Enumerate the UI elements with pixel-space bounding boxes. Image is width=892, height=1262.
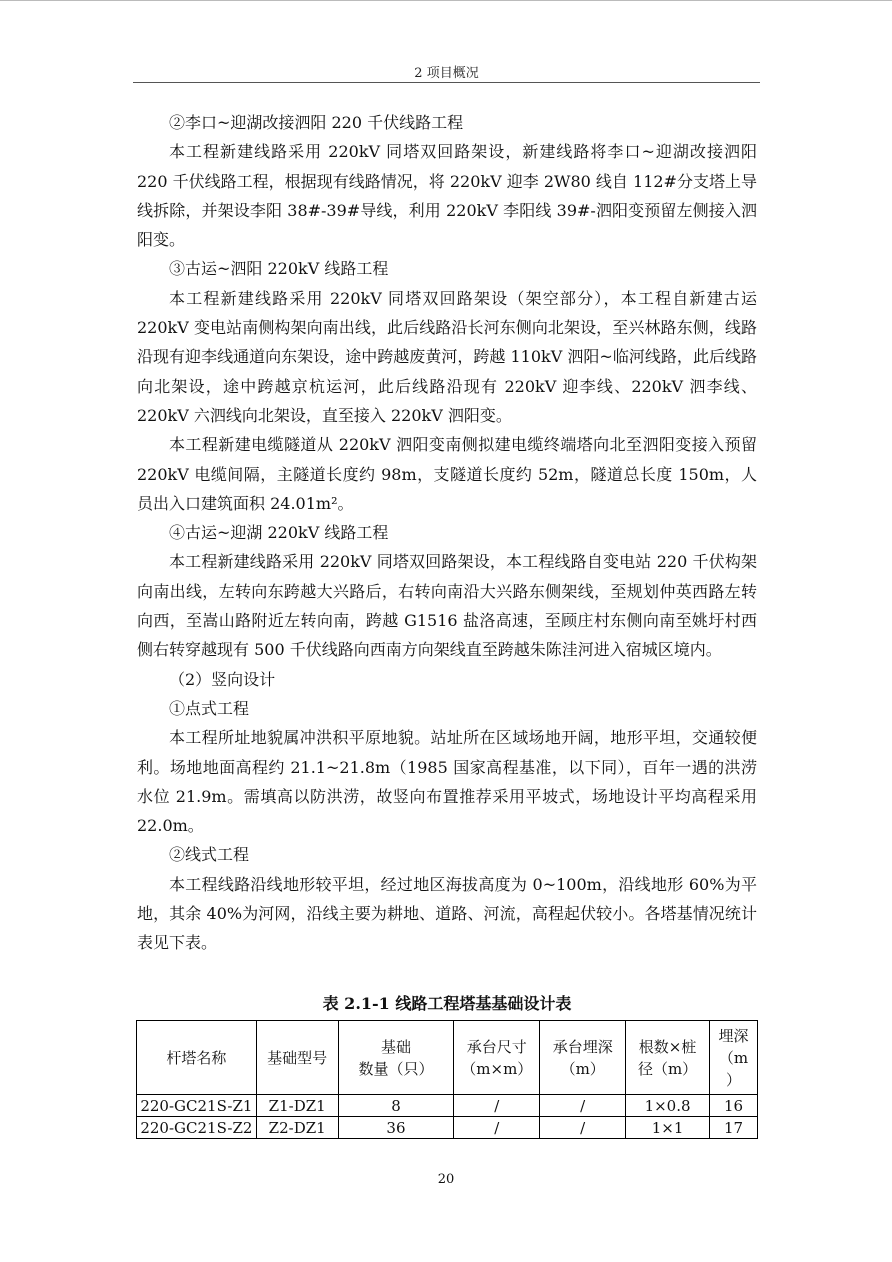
tower-foundation-table <box>136 1020 758 1139</box>
column-header <box>626 1021 710 1095</box>
body-paragraph: 本工程新建电缆隧道从 220kV 泗阳变南侧拟建电缆终端塔向北至泗阳变接入预留 220kV 电缆间隔，主隧道长度约 98m，支隧道长度约 52m，隧道总长度 150m，人员出入口建筑面积 24.01m²。 <box>137 435 757 513</box>
page-top-border <box>0 0 892 1</box>
table-cell: 36 <box>338 1117 454 1139</box>
table-row <box>137 1095 758 1117</box>
column-header <box>256 1021 338 1095</box>
subsection-heading: ②李口~迎湖改接泗阳 220 千伏线路工程 <box>169 113 464 132</box>
body-paragraph: 本工程所址地貌属冲洪积平原地貌。站址所在区域场地开阔，地形平坦，交通较便利。场地地面高程约 21.1~21.8m（1985 国家高程基准，以下同），百年一遇的洪涝水位 21.9m。需填高以防洪涝，故竖向布置推荐采用平坡式，场地设计平均高程采用 22.0m。 <box>137 728 757 836</box>
table-cell: 220-GC21S-Z1 <box>137 1095 257 1117</box>
table-cell: 8 <box>338 1095 454 1117</box>
table-cell: 16 <box>709 1095 757 1117</box>
body-paragraph: 本工程线路沿线地形较平坦，经过地区海拔高度为 0~100m，沿线地形 60%为平地，其余 40%为河网，沿线主要为耕地、道路、河流，高程起伏较小。各塔基情况统计表见下表。 <box>137 874 757 953</box>
column-header-text: 杆塔名称 <box>166 1048 227 1067</box>
column-header <box>540 1021 626 1095</box>
column-header <box>137 1021 257 1095</box>
body-paragraph: 本工程新建线路采用 220kV 同塔双回路架设，本工程线路自变电站 220 千伏构架向南出线，左转向东跨越大兴路后，右转向南沿大兴路东侧架线，至规划仲英西路左转向西，至嵩山路附近左转向南，跨越 G1516 盐洛高速，至顾庄村东侧向南至姚圩村西侧右转穿越现有 500 千伏线路向西南方向架线直至跨越朱陈洼河进入宿城区境内。 <box>137 552 757 660</box>
table-cell: 17 <box>709 1117 757 1139</box>
page-number: 20 <box>437 1172 455 1187</box>
subsection-heading: ②线式工程 <box>169 845 250 865</box>
section-heading: （2）竖向设计 <box>169 669 276 689</box>
subsection-heading: ③古运~泗阳 220kV 线路工程 <box>169 259 389 279</box>
body-paragraph: 本工程新建线路采用 220kV 同塔双回路架设，新建线路将李口~迎湖改接泗阳 220 千伏线路工程，根据现有线路情况，将 220kV 迎李 2W80 线自 112#分支塔上导线拆除，并架设李阳 38#-39#导线，利用 220kV 李阳线 39#-泗阳变预留左侧接入泗阳变。 <box>137 142 757 250</box>
column-header-text: 基础型号 <box>267 1048 328 1067</box>
table-cell: / <box>454 1095 540 1117</box>
table-cell: 220-GC21S-Z2 <box>137 1117 257 1139</box>
table-row <box>137 1117 758 1139</box>
table-cell: 1×0.8 <box>626 1095 710 1117</box>
subsection-heading: ④古运~迎湖 220kV 线路工程 <box>169 523 389 543</box>
column-header-text: 承台尺寸 （m×m） <box>461 1037 533 1078</box>
column-header <box>709 1021 757 1095</box>
table-cell: Z1-DZ1 <box>256 1095 338 1117</box>
table-cell: 1×1 <box>626 1117 710 1139</box>
running-header: 2 项目概况 <box>414 66 479 81</box>
table-header-row <box>137 1021 758 1095</box>
table-caption: 表 2.1-1 线路工程塔基基础设计表 <box>322 994 572 1013</box>
table-cell: / <box>454 1117 540 1139</box>
column-header <box>338 1021 454 1095</box>
subsection-heading: ①点式工程 <box>169 698 250 718</box>
body-paragraph: 本工程新建线路采用 220kV 同塔双回路架设（架空部分），本工程自新建古运 220kV 变电站南侧构架向南出线，此后线路沿长河东侧向北架设，至兴林路东侧，线路沿现有迎李线通道向东架设，途中跨越废黄河，跨越 110kV 泗阳~临河线路，此后线路向北架设，途中跨越京杭运河，此后线路沿现有 220kV 迎李线、220kV 泗李线、220kV 六泗线向北架设，直至接入 220kV 泗阳变。 <box>137 288 757 425</box>
column-header-text: 埋深 （m ） <box>718 1026 749 1089</box>
document-body <box>137 108 757 958</box>
column-header <box>454 1021 540 1095</box>
header-divider <box>133 82 760 83</box>
table-cell: / <box>540 1117 626 1139</box>
column-header-text: 承台埋深 （m） <box>552 1037 613 1078</box>
column-header-text: 根数×桩 径（m） <box>637 1037 698 1078</box>
column-header-text: 基础 数量（只） <box>358 1037 434 1078</box>
table-cell: / <box>540 1095 626 1117</box>
table-cell: Z2-DZ1 <box>256 1117 338 1139</box>
